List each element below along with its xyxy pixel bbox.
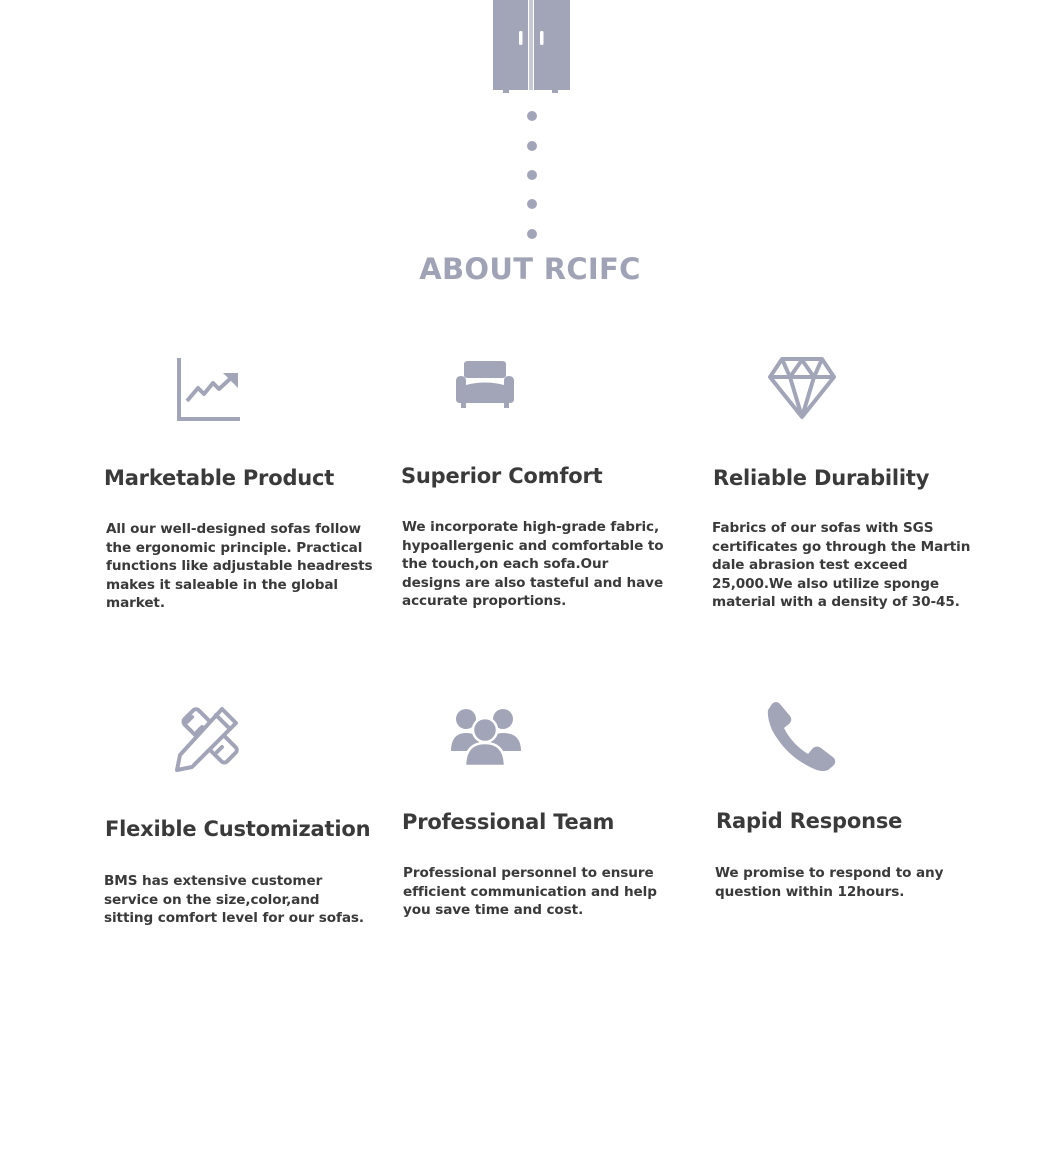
feature-title: Reliable Durability [713,466,930,490]
wardrobe-icon [493,0,570,94]
feature-title: Rapid Response [716,809,903,833]
diamond-icon [768,356,836,420]
feature-title: Marketable Product [104,466,335,490]
feature-title: Superior Comfort [401,464,603,488]
vertical-dots-icon [520,108,544,240]
feature-description: All our well-designed sofas follow the ergonomic principle. Practical functions like adjustable headrests makes it saleable in the global market. [106,521,373,611]
feature-description: We incorporate high-grade fabric, hypoallergenic and comfortable to the touch,on each sofa.Our designs are also tasteful and have accurate proportions. [402,519,664,609]
feature-description: We promise to respond to any question within 12hours. [715,865,944,900]
sofa-icon [456,361,514,409]
phone-icon [766,700,838,772]
team-icon [451,707,521,767]
feature-title: Flexible Customization [105,817,371,841]
trending-chart-icon [176,356,242,422]
feature-description: Fabrics of our sofas with SGS certificates go through the Martin dale abrasion test exceed 25,000.We also utilize sponge material with a density of 30-45. [712,520,971,610]
feature-description: BMS has extensive customer service on the size,color,and sitting comfort level for our sofas. [104,873,364,926]
page-title: ABOUT RCIFC [419,252,641,286]
pencil-ruler-icon [172,703,244,773]
feature-description: Professional personnel to ensure efficient communication and help you save time and cost. [403,865,657,918]
feature-title: Professional Team [402,810,615,834]
